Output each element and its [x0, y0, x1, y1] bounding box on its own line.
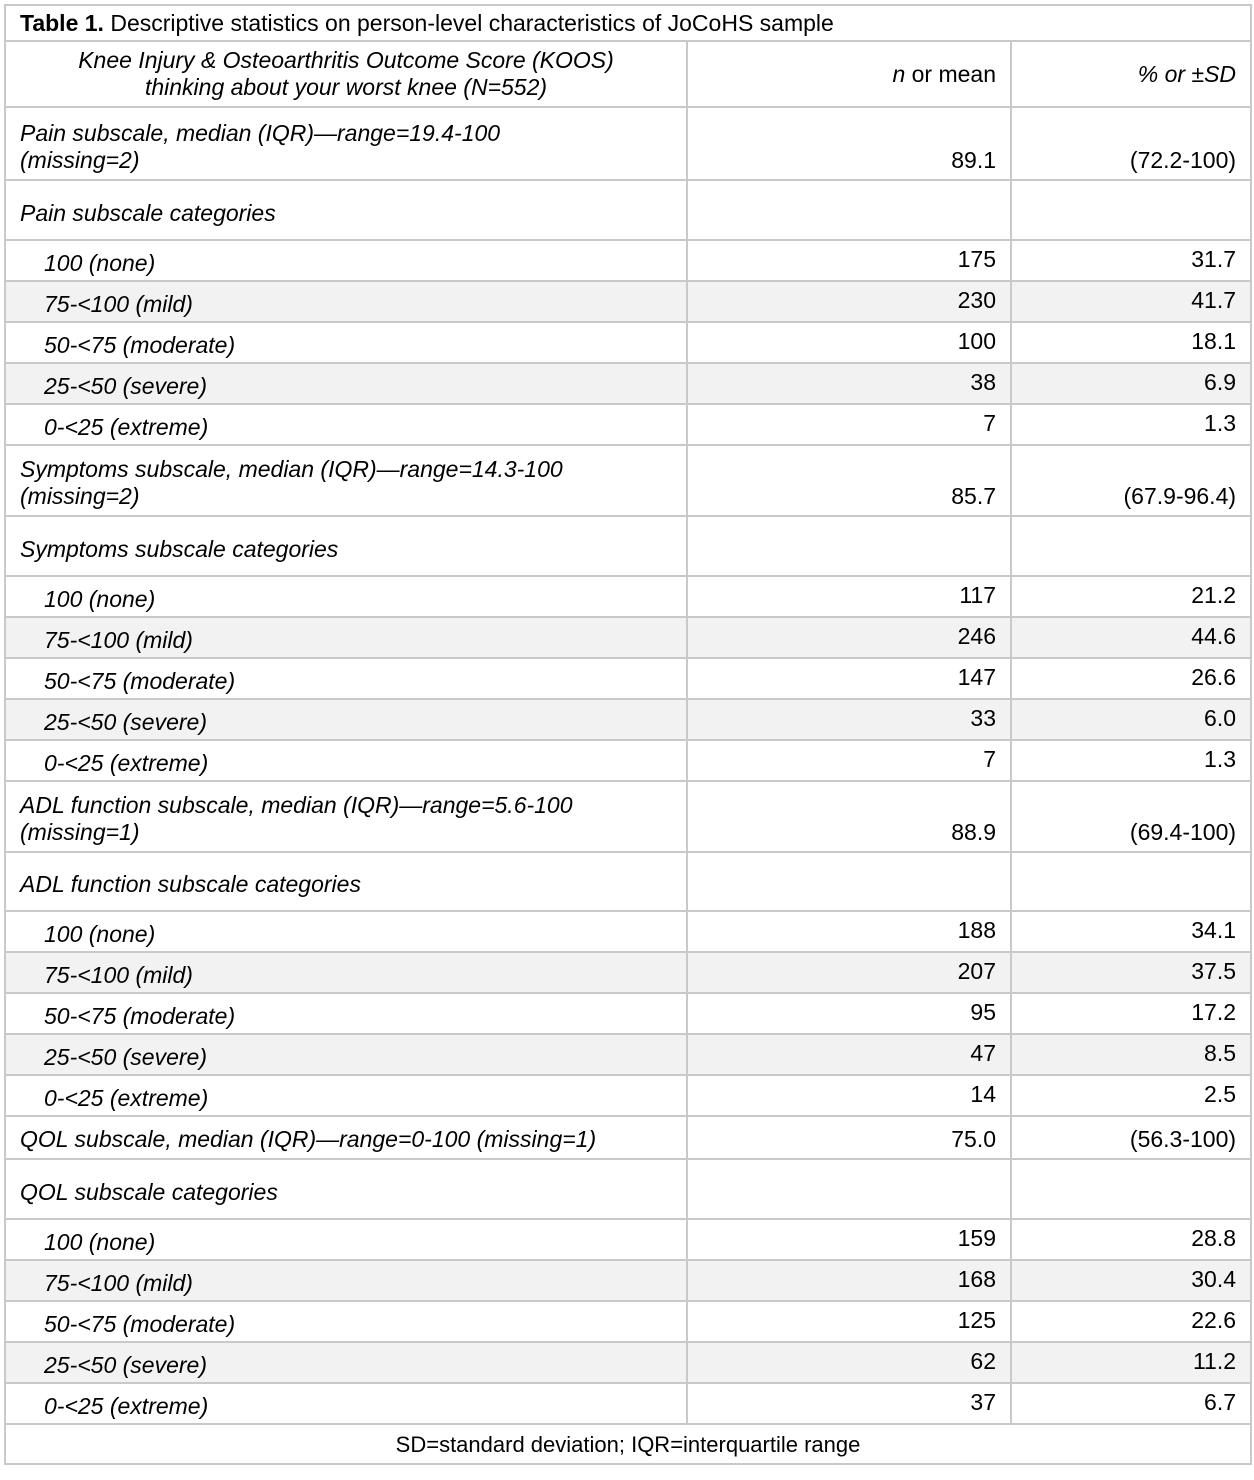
- header-pct-or-sd: % or ±SD: [1011, 41, 1251, 107]
- header-or-mean: or mean: [905, 60, 996, 87]
- category-n: 188: [687, 911, 1011, 952]
- section-label: [5, 107, 687, 180]
- section-median: 75.0: [687, 1116, 1011, 1159]
- section-summary-row: [5, 781, 1251, 852]
- table-row: [5, 658, 1251, 699]
- category-percent: 44.6: [1011, 617, 1251, 658]
- table-title: [5, 5, 1251, 41]
- category-label: 25-<50 (severe): [5, 363, 687, 404]
- categories-label: ADL function subscale categories: [5, 852, 687, 911]
- section-summary-row: [5, 1116, 1251, 1159]
- section-median: 85.7: [687, 445, 1011, 516]
- categories-label-row: [5, 516, 1251, 576]
- category-n: 7: [687, 404, 1011, 445]
- section-label-line2: (missing=2): [20, 147, 140, 173]
- table-title-row: [5, 5, 1251, 41]
- table-row: [5, 699, 1251, 740]
- header-koos: [5, 41, 687, 107]
- category-percent: 18.1: [1011, 322, 1251, 363]
- category-label: 100 (none): [5, 1219, 687, 1260]
- empty-cell: [687, 852, 1011, 911]
- categories-label-row: [5, 1159, 1251, 1219]
- section-summary-row: [5, 445, 1251, 516]
- categories-label-row: [5, 180, 1251, 240]
- category-n: 100: [687, 322, 1011, 363]
- table-row: [5, 1383, 1251, 1424]
- empty-cell: [687, 1159, 1011, 1219]
- category-label: 0-<25 (extreme): [5, 740, 687, 781]
- category-percent: 8.5: [1011, 1034, 1251, 1075]
- category-percent: 37.5: [1011, 952, 1251, 993]
- category-n: 47: [687, 1034, 1011, 1075]
- category-percent: 1.3: [1011, 404, 1251, 445]
- category-n: 38: [687, 363, 1011, 404]
- table-number: Table 1.: [20, 9, 104, 36]
- category-n: 175: [687, 240, 1011, 281]
- category-label: 50-<75 (moderate): [5, 658, 687, 699]
- table-row: [5, 1219, 1251, 1260]
- category-n: 147: [687, 658, 1011, 699]
- section-label-line1: ADL function subscale, median (IQR)—range=5.6-100: [20, 792, 573, 818]
- empty-cell: [1011, 516, 1251, 576]
- categories-label: Pain subscale categories: [5, 180, 687, 240]
- table-row: [5, 1075, 1251, 1116]
- table-row: [5, 322, 1251, 363]
- category-percent: 11.2: [1011, 1342, 1251, 1383]
- category-n: 37: [687, 1383, 1011, 1424]
- table-caption: Descriptive statistics on person-level characteristics of JoCoHS sample: [103, 9, 834, 36]
- category-percent: 34.1: [1011, 911, 1251, 952]
- table-row: [5, 1034, 1251, 1075]
- section-median: 89.1: [687, 107, 1011, 180]
- category-n: 168: [687, 1260, 1011, 1301]
- table-row: [5, 911, 1251, 952]
- section-iqr: (69.4-100): [1011, 781, 1251, 852]
- category-label: 75-<100 (mild): [5, 281, 687, 322]
- category-n: 62: [687, 1342, 1011, 1383]
- category-percent: 26.6: [1011, 658, 1251, 699]
- header-row: [5, 41, 1251, 107]
- categories-label: Symptoms subscale categories: [5, 516, 687, 576]
- empty-cell: [1011, 180, 1251, 240]
- section-median: 88.9: [687, 781, 1011, 852]
- category-percent: 30.4: [1011, 1260, 1251, 1301]
- table-row: [5, 404, 1251, 445]
- footnote: SD=standard deviation; IQR=interquartile range: [5, 1424, 1251, 1464]
- section-iqr: (67.9-96.4): [1011, 445, 1251, 516]
- category-percent: 22.6: [1011, 1301, 1251, 1342]
- category-label: 50-<75 (moderate): [5, 1301, 687, 1342]
- category-percent: 2.5: [1011, 1075, 1251, 1116]
- table-row: [5, 1260, 1251, 1301]
- category-percent: 1.3: [1011, 740, 1251, 781]
- descriptive-statistics-table: [4, 4, 1252, 1465]
- category-label: 75-<100 (mild): [5, 1260, 687, 1301]
- category-n: 33: [687, 699, 1011, 740]
- section-label-line1: Pain subscale, median (IQR)—range=19.4-100: [20, 120, 501, 146]
- table-row: [5, 576, 1251, 617]
- category-percent: 21.2: [1011, 576, 1251, 617]
- table-row: [5, 993, 1251, 1034]
- empty-cell: [687, 180, 1011, 240]
- category-n: 230: [687, 281, 1011, 322]
- category-label: 50-<75 (moderate): [5, 993, 687, 1034]
- category-percent: 6.7: [1011, 1383, 1251, 1424]
- section-label-line1: Symptoms subscale, median (IQR)—range=14.3-100: [20, 456, 563, 482]
- section-label-line1: QOL subscale, median (IQR)—range=0-100 (missing=1): [20, 1126, 597, 1152]
- category-percent: 31.7: [1011, 240, 1251, 281]
- category-label: 50-<75 (moderate): [5, 322, 687, 363]
- header-n: n: [892, 60, 906, 87]
- category-percent: 6.9: [1011, 363, 1251, 404]
- empty-cell: [1011, 1159, 1251, 1219]
- category-n: 207: [687, 952, 1011, 993]
- category-n: 125: [687, 1301, 1011, 1342]
- category-percent: 17.2: [1011, 993, 1251, 1034]
- category-n: 95: [687, 993, 1011, 1034]
- table-row: [5, 740, 1251, 781]
- table-row: [5, 617, 1251, 658]
- category-percent: 28.8: [1011, 1219, 1251, 1260]
- category-n: 117: [687, 576, 1011, 617]
- category-percent: 6.0: [1011, 699, 1251, 740]
- section-iqr: (72.2-100): [1011, 107, 1251, 180]
- empty-cell: [687, 516, 1011, 576]
- category-label: 0-<25 (extreme): [5, 404, 687, 445]
- table-row: [5, 1301, 1251, 1342]
- section-label-line2: (missing=1): [20, 819, 140, 845]
- table-row: [5, 363, 1251, 404]
- category-label: 100 (none): [5, 240, 687, 281]
- header-n-or-mean: [687, 41, 1011, 107]
- category-label: 0-<25 (extreme): [5, 1383, 687, 1424]
- header-koos-line2: thinking about your worst knee (N=552): [144, 74, 548, 100]
- table-row: [5, 281, 1251, 322]
- footnote-row: [5, 1424, 1251, 1464]
- section-label: [5, 781, 687, 852]
- category-n: 246: [687, 617, 1011, 658]
- category-label: 100 (none): [5, 576, 687, 617]
- section-label: [5, 1116, 687, 1159]
- category-label: 75-<100 (mild): [5, 952, 687, 993]
- section-summary-row: [5, 107, 1251, 180]
- category-label: 25-<50 (severe): [5, 699, 687, 740]
- section-iqr: (56.3-100): [1011, 1116, 1251, 1159]
- category-label: 0-<25 (extreme): [5, 1075, 687, 1116]
- header-koos-line1: Knee Injury & Osteoarthritis Outcome Score (KOOS): [78, 47, 614, 73]
- categories-label: QOL subscale categories: [5, 1159, 687, 1219]
- empty-cell: [1011, 852, 1251, 911]
- table-row: [5, 240, 1251, 281]
- category-percent: 41.7: [1011, 281, 1251, 322]
- category-label: 25-<50 (severe): [5, 1034, 687, 1075]
- category-n: 7: [687, 740, 1011, 781]
- category-label: 100 (none): [5, 911, 687, 952]
- category-n: 14: [687, 1075, 1011, 1116]
- section-label-line2: (missing=2): [20, 483, 140, 509]
- table-row: [5, 1342, 1251, 1383]
- section-label: [5, 445, 687, 516]
- category-n: 159: [687, 1219, 1011, 1260]
- categories-label-row: [5, 852, 1251, 911]
- category-label: 25-<50 (severe): [5, 1342, 687, 1383]
- table-row: [5, 952, 1251, 993]
- category-label: 75-<100 (mild): [5, 617, 687, 658]
